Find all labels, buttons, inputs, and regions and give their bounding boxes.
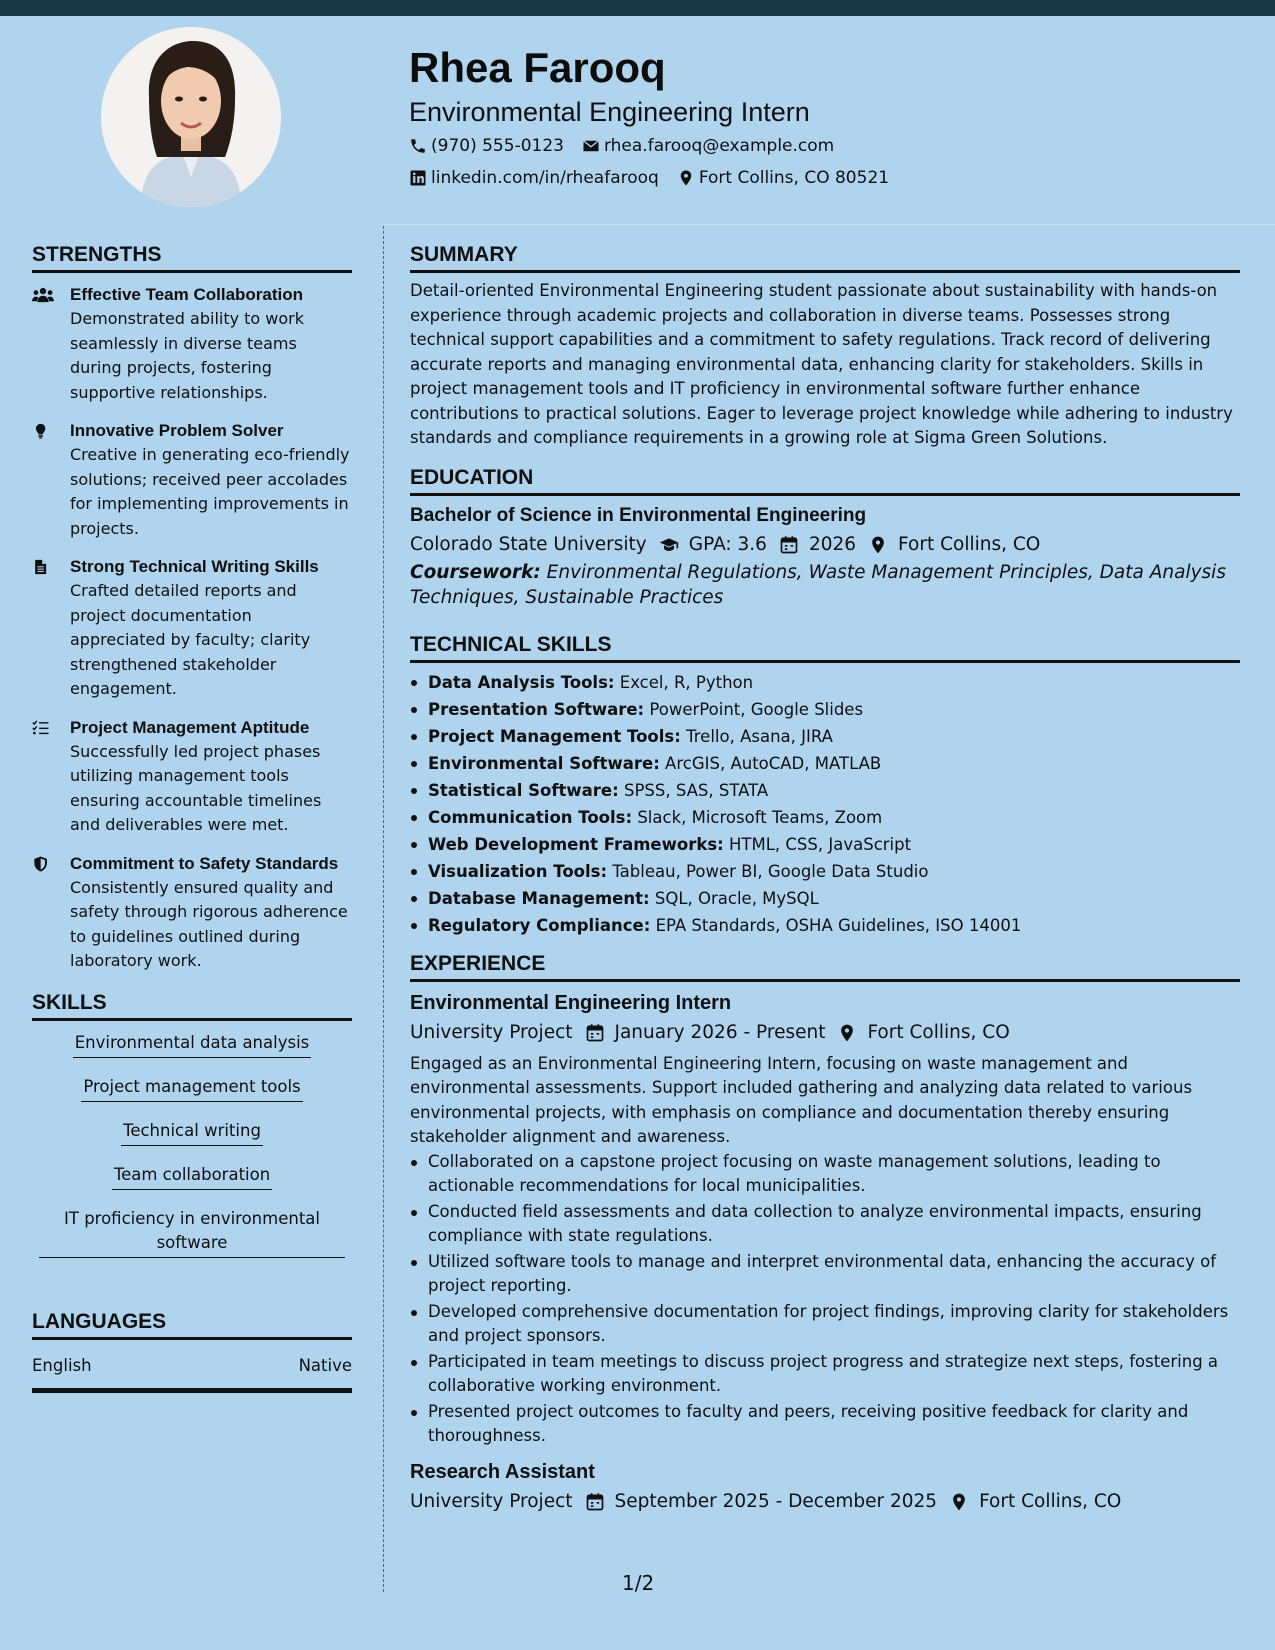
strength-title: Project Management Aptitude [70,717,310,737]
edu-location-field [868,530,1040,560]
contact-row-2 [409,163,1249,193]
job-bullet: Collaborated on a capstone project focusing on waste management solutions, leading to actionable recommendations for local municipalities. [410,1150,1240,1199]
linkedin-contact[interactable] [409,168,659,188]
location-pin-icon [837,1023,857,1043]
contact-row-1 [409,131,1249,161]
document-icon [32,558,54,576]
tech-skill-item: Data Analysis Tools: Excel, R, Python [410,669,1240,696]
strength-desc: Consistently ensured quality and safety through rigorous adherence to guidelines outlined during laboratory work. [70,877,348,970]
strength-title: Strong Technical Writing Skills [70,557,319,576]
skill-tag: Technical writing [121,1119,263,1146]
skill-tag: IT proficiency in environmental software [39,1207,345,1258]
location-pin-icon [949,1492,969,1512]
strength-title: Commitment to Safety Standards [70,853,339,873]
location-pin-icon [677,169,695,187]
phone-text: (970) 555-0123 [431,136,564,156]
school-name: Colorado State University [410,533,647,555]
strength-desc: Creative in generating eco-friendly solutions; received peer accolades for implementing improvements in projects. [70,445,350,538]
job-bullet: Participated in team meetings to discuss project progress and strategize next steps, fostering a collaborative working environment. [410,1350,1240,1399]
language-row [32,1354,352,1393]
summary-heading: SUMMARY [410,240,1240,273]
email-icon [582,137,600,155]
job-title: Research Assistant [410,1460,595,1483]
job-meta [410,1018,1240,1048]
strength-item [32,716,352,838]
job-meta [410,1487,1240,1517]
job-dates-field [585,1487,938,1517]
calendar-icon [585,1023,605,1043]
gpa-text: GPA: 3.6 [688,533,767,555]
edu-location-text: Fort Collins, CO [898,533,1041,555]
candidate-name: Rhea Farooq [409,44,666,91]
graduation-cap-icon [659,535,679,555]
column-divider [383,226,384,1592]
job-location: Fort Collins, CO [979,1490,1122,1512]
tech-skill-item: Regulatory Compliance: EPA Standards, OSHA Guidelines, ISO 14001 [410,912,1240,939]
gpa-field [659,530,767,560]
job-org: University Project [410,1021,573,1043]
tech-skill-item: Presentation Software: PowerPoint, Google Slides [410,696,1240,723]
language-name: English [32,1355,92,1375]
tech-skill-item: Web Development Frameworks: HTML, CSS, JavaScript [410,831,1240,858]
tech-skill-item: Database Management: SQL, Oracle, MySQL [410,885,1240,912]
job-location-field [837,1018,1009,1048]
technical-skills-list [410,669,1240,939]
email-contact[interactable] [582,136,834,156]
job-location: Fort Collins, CO [867,1021,1010,1043]
job-bullets [410,1150,1240,1449]
tech-skill-item: Communication Tools: Slack, Microsoft Teams, Zoom [410,804,1240,831]
job-org: University Project [410,1490,573,1512]
job-bullet: Conducted field assessments and data collection to analyze environmental impacts, ensuring compliance with state regulations. [410,1200,1240,1249]
linkedin-icon [409,169,427,187]
team-icon [32,286,54,304]
skill-tag: Team collaboration [112,1163,272,1190]
strengths-heading: STRENGTHS [32,240,352,273]
linkedin-text: linkedin.com/in/rheafarooq [431,168,659,188]
strength-item [32,852,352,974]
job-entry [410,988,1240,1449]
location-text: Fort Collins, CO 80521 [698,168,890,188]
job-dates-field [585,1018,826,1048]
job-title: Environmental Engineering Intern [410,991,732,1014]
top-bar [0,0,1275,16]
job-description: Engaged as an Environmental Engineering Intern, focusing on waste management and environmental assessments. Support included gathering and analyzing data related to various environmental projects, with emphasis on compliance and documentation thereby ensuring stakeholder alignment and awareness. [410,1053,1193,1146]
grad-year-field [779,530,856,560]
strength-title: Effective Team Collaboration [70,285,304,304]
tech-skill-item: Environmental Software: ArcGIS, AutoCAD, MATLAB [410,750,1240,777]
job-bullet: Utilized software tools to manage and interpret environmental data, enhancing the accuracy of project reporting. [410,1250,1240,1299]
email-text: rhea.farooq@example.com [603,136,835,156]
coursework-label: Coursework: [410,561,541,583]
checklist-icon [32,719,54,737]
strength-desc: Crafted detailed reports and project documentation appreciated by faculty; clarity strengthened stakeholder engagement. [70,581,311,698]
strength-item [32,283,352,405]
shield-icon [32,855,54,873]
location-pin-icon [868,535,888,555]
lightbulb-icon [32,422,54,440]
job-bullet: Developed comprehensive documentation for project findings, improving clarity for stakeholders and project sponsors. [410,1300,1240,1349]
skill-tag: Environmental data analysis [73,1031,312,1058]
education-heading: EDUCATION [410,463,1240,496]
summary-text: Detail-oriented Environmental Engineering student passionate about sustainability with hands-on experience through academic projects and collaboration in diverse teams. Possesses strong technical support capabilities and a commitment to safety regulations. Track record of delivering accurate reports and managing environmental data, enhancing clarity for stakeholders. Skills in project management tools and IT proficiency in environmental software further enhance contributions to practical solutions. Eager to leverage project knowledge while adhering to industry standards and compliance requirements in a growing role at Sigma Green Solutions. [410,281,1233,447]
languages-heading: LANGUAGES [32,1307,352,1340]
job-dates: January 2026 - Present [614,1021,826,1043]
technical-skills-heading: TECHNICAL SKILLS [410,630,1240,663]
skills-list [32,1031,352,1275]
job-location-field [949,1487,1121,1517]
right-column [410,240,1240,1517]
tech-skill-item: Statistical Software: SPSS, SAS, STATA [410,777,1240,804]
strength-desc: Successfully led project phases utilizing management tools ensuring accountable timelines and deliverables were met. [70,741,322,834]
coursework-text: Environmental Regulations, Waste Management Principles, Data Analysis Techniques, Sustainable Practices [410,561,1226,608]
job-entry [410,1457,1240,1517]
strength-title: Innovative Problem Solver [70,421,284,440]
experience-heading: EXPERIENCE [410,949,1240,982]
strength-desc: Demonstrated ability to work seamlessly in diverse teams during projects, fostering supportive relationships. [70,309,305,402]
candidate-title: Environmental Engineering Intern [409,97,810,127]
language-level: Native [298,1355,352,1375]
tech-skill-item: Visualization Tools: Tableau, Power BI, Google Data Studio [410,858,1240,885]
left-column [32,240,352,1393]
phone-icon [409,137,427,155]
page-number: 1/2 [622,1571,655,1595]
calendar-icon [585,1492,605,1512]
strength-item [32,555,352,702]
job-dates: September 2025 - December 2025 [614,1490,938,1512]
coursework [410,560,1240,610]
header-divider [383,224,1275,225]
profile-photo [101,27,281,207]
tech-skill-item: Project Management Tools: Trello, Asana, JIRA [410,723,1240,750]
job-bullet: Presented project outcomes to faculty and peers, receiving positive feedback for clarity and thoroughness. [410,1400,1240,1449]
header [409,40,1249,193]
calendar-icon [779,535,799,555]
grad-year-text: 2026 [808,533,857,555]
strength-item [32,419,352,541]
education-meta [410,530,1240,560]
location-contact [677,168,889,188]
skill-tag: Project management tools [81,1075,302,1102]
skills-heading: SKILLS [32,988,352,1021]
degree-title: Bachelor of Science in Environmental Engineering [410,504,867,526]
phone-contact[interactable] [409,136,564,156]
